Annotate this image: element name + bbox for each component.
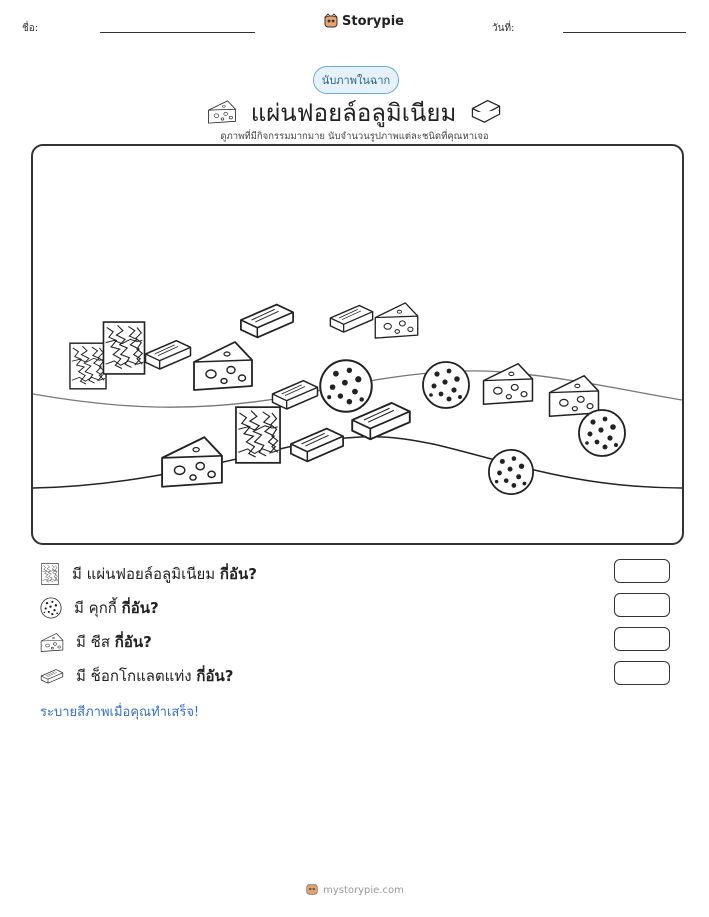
date-input-line[interactable] — [563, 32, 686, 33]
date-label: วันที่: — [492, 23, 515, 34]
chocolate-bar-icon — [273, 381, 318, 409]
foil-icon — [103, 322, 144, 374]
activity-badge: นับภาพในฉาก — [313, 66, 399, 94]
chocolate-bar-icon — [330, 305, 372, 332]
brand-logo — [323, 13, 404, 29]
question-prefix: มี — [76, 633, 86, 651]
answer-box-cookie[interactable] — [614, 593, 670, 617]
cookie-icon — [579, 410, 625, 456]
foil-icon — [70, 343, 106, 389]
scene-drawing — [33, 146, 682, 543]
activity-scene — [31, 144, 684, 545]
page-title-row — [0, 93, 709, 132]
name-input-line[interactable] — [100, 32, 255, 33]
cookie-icon — [489, 450, 533, 494]
color-instruction: ระบายสีภาพเมื่อคุณทำเสร็จ! — [40, 705, 200, 720]
chocolate-bar-icon — [352, 403, 410, 439]
instructions: ดูภาพที่มีกิจกรรมมากมาย นับจำนวนรูปภาพแต่ละชนิดที่คุณหาเจอ — [220, 131, 489, 142]
cheese-icon — [375, 303, 417, 338]
question-prefix: มี — [76, 667, 86, 685]
footer-url[interactable]: mystorypie.com — [323, 885, 404, 896]
question-suffix: กี่อัน? — [196, 667, 234, 685]
chocolate-bar-icon — [40, 667, 64, 685]
question-row — [40, 664, 233, 688]
cookie-icon — [423, 362, 469, 408]
cheese-icon — [40, 632, 64, 653]
question-item: ช็อกโกแลตแท่ง — [90, 667, 192, 685]
question-row — [40, 596, 159, 620]
question-row — [40, 562, 257, 586]
answer-box-chocolate[interactable] — [614, 661, 670, 685]
footer — [0, 882, 709, 896]
cookie-icon — [320, 360, 372, 412]
question-prefix: มี — [74, 599, 84, 617]
cheese-icon — [194, 342, 252, 390]
cheese-icon — [207, 99, 237, 125]
brand-name: Storypie — [342, 13, 404, 29]
chocolate-bar-icon — [241, 305, 293, 338]
foil-icon — [40, 563, 60, 585]
foil-icon — [236, 407, 280, 463]
question-suffix: กี่อัน? — [121, 599, 159, 617]
question-row — [40, 630, 152, 654]
storypie-mascot-icon — [305, 882, 319, 896]
cookie-icon — [40, 597, 62, 619]
chocolate-bar-icon — [291, 429, 343, 462]
question-item: ชีส — [90, 633, 111, 651]
question-item: แผ่นฟอยล์อลูมิเนียม — [86, 565, 216, 583]
cheese-icon — [162, 437, 222, 487]
cheese-icon — [550, 376, 599, 417]
sandwich-icon — [470, 97, 502, 125]
question-suffix: กี่อัน? — [114, 633, 152, 651]
chocolate-bar-icon — [146, 341, 191, 369]
storypie-mascot-icon — [323, 13, 339, 29]
answer-box-cheese[interactable] — [614, 627, 670, 651]
question-suffix: กี่อัน? — [219, 565, 257, 583]
answer-box-foil[interactable] — [614, 559, 670, 583]
name-label: ชื่อ: — [22, 23, 39, 34]
page-title: แผ่นฟอยล์อลูมิเนียม — [250, 99, 457, 127]
cheese-icon — [484, 364, 533, 405]
question-prefix: มี — [72, 565, 82, 583]
question-item: คุกกี้ — [88, 599, 117, 617]
